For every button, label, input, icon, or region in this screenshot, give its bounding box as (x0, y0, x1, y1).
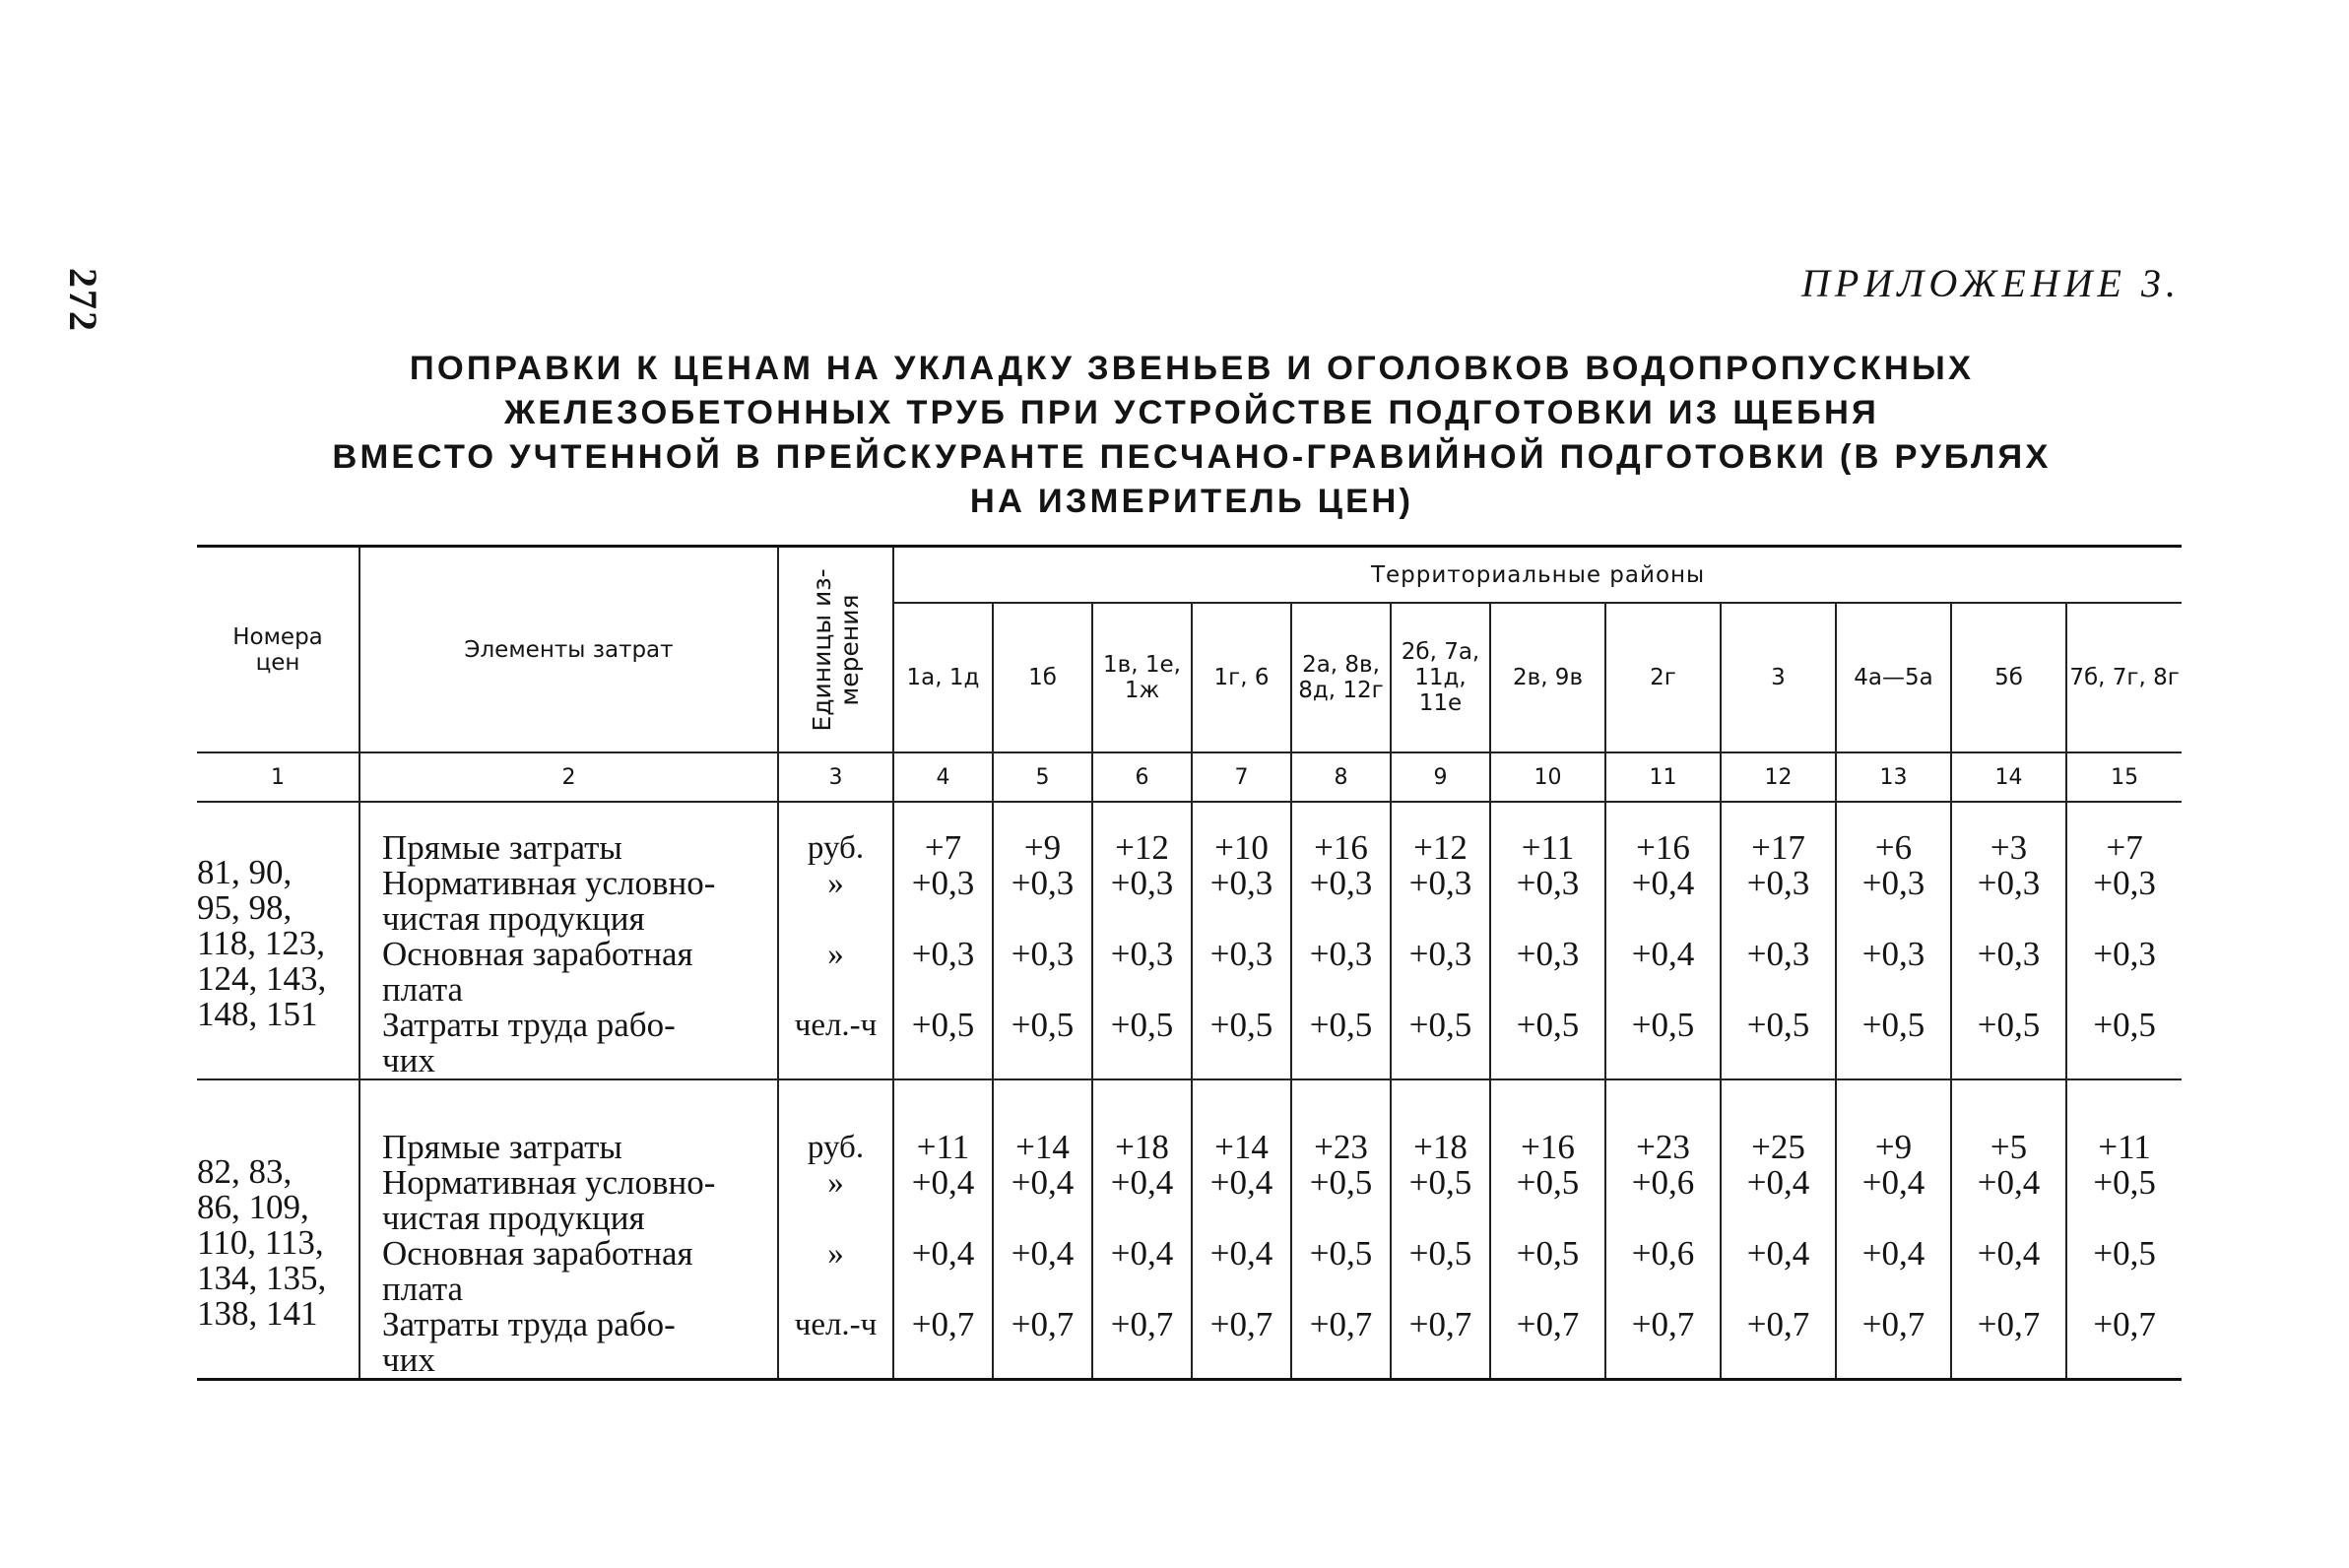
spacer-line (1606, 1342, 1720, 1378)
header-price-numbers: Номера цен (232, 623, 323, 676)
value-line: +0,5 (1209, 1006, 1273, 1044)
column-number: 11 (1605, 752, 1721, 802)
spacer-line (1606, 901, 1720, 937)
spacer-line (1952, 1043, 2065, 1078)
value-line: +0,3 (1977, 864, 2041, 902)
value-cell (1092, 1102, 1192, 1380)
header-region: 1а, 1д (893, 603, 993, 752)
value-line: +0,5 (1516, 1163, 1580, 1202)
value-line: +0,7 (1631, 1305, 1695, 1343)
value-line: +0,6 (1631, 1234, 1695, 1273)
value-line: +0,5 (1309, 1006, 1373, 1044)
spacer-line (1392, 1272, 1489, 1307)
value-line: +0,3 (1209, 935, 1273, 973)
value-line: +0,4 (1861, 1234, 1925, 1273)
spacer-line (1093, 1043, 1191, 1078)
value-line: +0,7 (1861, 1305, 1925, 1343)
spacer-line (1292, 1342, 1390, 1378)
value-line: +0,4 (1209, 1234, 1273, 1273)
value-line: +0,4 (911, 1163, 975, 1202)
value-cell (1951, 1102, 2066, 1380)
value-line: +6 (1874, 828, 1913, 867)
title-line: ВМЕСТО УЧТЕННОЙ В ПРЕЙСКУРАНТЕ ПЕСЧАНО-ГРАВИЙНОЙ ПОДГОТОВКИ (В РУБЛЯХ (332, 438, 2052, 476)
spacer-line (1193, 1043, 1290, 1078)
value-line: +0,3 (1011, 935, 1075, 973)
value-cell (1721, 802, 1836, 1079)
spacer-line (1193, 1342, 1290, 1378)
header-region: 5б (1951, 603, 2066, 752)
value-line: +0,3 (1861, 935, 1925, 973)
value-line: +0,5 (1408, 1163, 1472, 1202)
value-line: +0,5 (1408, 1006, 1472, 1044)
value-line: +9 (1023, 828, 1062, 867)
header-units-label: Единицы из-мерения (807, 567, 864, 732)
value-line: +0,4 (1746, 1234, 1810, 1273)
value-cell (1291, 802, 1391, 1079)
value-cell (1836, 1102, 1951, 1380)
value-line: +0,5 (1977, 1006, 2041, 1044)
separator-cell (778, 1079, 893, 1102)
value-line: +0,3 (2093, 864, 2156, 902)
value-line: +23 (1636, 1128, 1690, 1166)
cost-element-line: Затраты труда рабо- (382, 1006, 676, 1044)
spacer-line (2067, 1272, 2182, 1307)
cost-element-line: Основная заработная (382, 1234, 693, 1273)
unit-line: » (827, 937, 844, 972)
value-line: +23 (1314, 1128, 1368, 1166)
cost-elements-cell (359, 802, 778, 1079)
header-region: 2б, 7а, 11д, 11е (1391, 603, 1490, 752)
price-number-line: 148, 151 (197, 995, 318, 1033)
value-cell (893, 1102, 993, 1380)
value-line: +0,3 (1746, 935, 1810, 973)
spacer-line (994, 1342, 1091, 1378)
unit-line: » (827, 866, 844, 901)
price-numbers-cell (197, 802, 359, 1079)
cost-element-line: чистая продукция (382, 1199, 645, 1237)
column-number: 10 (1490, 752, 1605, 802)
unit-line: руб. (807, 1130, 865, 1165)
header-region: 1б (993, 603, 1092, 752)
price-number-line: 86, 109, (197, 1188, 309, 1226)
separator-cell (893, 1079, 993, 1102)
spacer-line (1722, 972, 1835, 1008)
header-region: 3 (1721, 603, 1836, 752)
document-title (295, 347, 2088, 524)
unit-line: руб. (807, 830, 865, 866)
unit-line: » (827, 1236, 844, 1272)
value-line: +0,5 (1861, 1006, 1925, 1044)
cost-element-line: Прямые затраты (382, 1128, 622, 1166)
header-region: 1в, 1е, 1ж (1092, 603, 1192, 752)
value-line: +0,3 (1746, 864, 1810, 902)
value-line: +0,3 (1209, 864, 1273, 902)
spacer-line (894, 1342, 992, 1378)
column-number: 1 (197, 752, 359, 802)
value-line: +0,7 (1516, 1305, 1580, 1343)
header-region: 2г (1605, 603, 1721, 752)
value-line: +0,7 (1011, 1305, 1075, 1343)
value-line: +0,4 (1011, 1163, 1075, 1202)
price-numbers-cell (197, 1102, 359, 1380)
value-cell (2066, 802, 2182, 1079)
spacer-line (779, 901, 892, 937)
table-row-block (197, 802, 2182, 1079)
spacer-line (1193, 901, 1290, 937)
separator-cell (197, 1079, 359, 1102)
value-line: +0,4 (911, 1234, 975, 1273)
separator-cell (359, 1079, 778, 1102)
spacer-line (1392, 1043, 1489, 1078)
value-cell (2066, 1102, 2182, 1380)
value-line: +0,7 (2093, 1305, 2156, 1343)
value-line: +16 (1636, 828, 1690, 867)
spacer-line (779, 972, 892, 1008)
value-line: +17 (1751, 828, 1805, 867)
value-line: +0,4 (1977, 1234, 2041, 1273)
value-line: +11 (1521, 828, 1575, 867)
header-region: 4а—5а (1836, 603, 1951, 752)
value-line: +0,5 (1309, 1234, 1373, 1273)
appendix-label: ПРИЛОЖЕНИЕ 3. (1801, 261, 2181, 305)
value-line: +0,6 (1631, 1163, 1695, 1202)
price-number-line: 134, 135, (197, 1259, 327, 1297)
spacer-line (1093, 1342, 1191, 1378)
spacer-line (1093, 901, 1191, 937)
value-line: +12 (1115, 828, 1169, 867)
cost-element-line: плата (382, 1270, 464, 1308)
column-number: 13 (1836, 752, 1951, 802)
value-line: +0,5 (2093, 1234, 2156, 1273)
value-line: +0,5 (1408, 1234, 1472, 1273)
value-cell (893, 802, 993, 1079)
value-line: +0,3 (911, 935, 975, 973)
value-line: +0,5 (1011, 1006, 1075, 1044)
spacer-line (994, 1043, 1091, 1078)
value-line: +0,5 (1746, 1006, 1810, 1044)
cost-elements-cell (359, 1102, 778, 1380)
column-number: 4 (893, 752, 993, 802)
spacer-line (1292, 901, 1390, 937)
value-line: +0,4 (1110, 1234, 1174, 1273)
cost-element-line: чих (382, 1041, 435, 1079)
spacer-line (894, 901, 992, 937)
column-number: 14 (1951, 752, 2066, 802)
spacer-line (1722, 1272, 1835, 1307)
price-number-line: 95, 98, (197, 888, 293, 927)
value-line: +0,3 (911, 864, 975, 902)
price-number-line: 81, 90, (197, 853, 293, 891)
spacer-line (2067, 1342, 2182, 1378)
value-cell (1192, 1102, 1291, 1380)
block-separator (197, 1079, 2182, 1102)
spacer-line (1952, 901, 2065, 937)
spacer-line (1952, 1201, 2065, 1236)
separator-cell (1391, 1079, 1490, 1102)
value-cell (1721, 1102, 1836, 1380)
spacer-line (994, 1272, 1091, 1307)
header-region: 1г, 6 (1192, 603, 1291, 752)
spacer-line (994, 1201, 1091, 1236)
column-number-row (197, 752, 2182, 802)
separator-cell (1836, 1079, 1951, 1102)
value-line: +0,3 (1110, 864, 1174, 902)
value-line: +0,3 (1011, 864, 1075, 902)
cost-element-line: Нормативная условно- (382, 864, 716, 902)
value-line: +0,4 (1631, 935, 1695, 973)
spacer-line (1193, 1201, 1290, 1236)
value-line: +0,7 (1977, 1305, 2041, 1343)
column-number: 3 (778, 752, 893, 802)
column-number: 12 (1721, 752, 1836, 802)
value-line: +7 (924, 828, 962, 867)
spacer-line (1292, 1043, 1390, 1078)
value-line: +0,3 (1977, 935, 2041, 973)
column-number: 6 (1092, 752, 1192, 802)
value-line: +0,7 (1110, 1305, 1174, 1343)
value-cell (1951, 802, 2066, 1079)
value-line: +0,5 (1110, 1006, 1174, 1044)
value-line: +0,7 (1209, 1305, 1273, 1343)
value-line: +16 (1314, 828, 1368, 867)
value-cell (993, 802, 1092, 1079)
spacer-line (779, 1201, 892, 1236)
spacer-line (1392, 1201, 1489, 1236)
value-line: +0,7 (1746, 1305, 1810, 1343)
cost-element-line: Затраты труда рабо- (382, 1305, 676, 1343)
value-cell (1490, 802, 1605, 1079)
value-line: +0,3 (1516, 935, 1580, 973)
value-cell (1391, 802, 1490, 1079)
separator-cell (1192, 1079, 1291, 1102)
cost-element-line: Нормативная условно- (382, 1163, 716, 1202)
spacer-line (994, 972, 1091, 1008)
separator-cell (2066, 1079, 2182, 1102)
value-line: +0,5 (2093, 1006, 2156, 1044)
spacer-line (1606, 1043, 1720, 1078)
value-line: +18 (1115, 1128, 1169, 1166)
value-cell (1092, 802, 1192, 1079)
spacer-line (994, 901, 1091, 937)
value-cell (1605, 1102, 1721, 1380)
column-number: 2 (359, 752, 778, 802)
column-number: 7 (1192, 752, 1291, 802)
value-cell (1391, 1102, 1490, 1380)
separator-cell (1721, 1079, 1836, 1102)
spacer-line (1837, 1272, 1950, 1307)
separator-cell (1490, 1079, 1605, 1102)
price-corrections-table (197, 545, 2182, 1381)
value-line: +0,5 (1631, 1006, 1695, 1044)
spacer-line (1093, 1201, 1191, 1236)
value-line: +0,5 (1516, 1234, 1580, 1273)
title-line: ПОПРАВКИ К ЦЕНАМ НА УКЛАДКУ ЗВЕНЬЕВ И ОГОЛОВКОВ ВОДОПРОПУСКНЫХ (409, 350, 1975, 387)
spacer-line (1392, 1342, 1489, 1378)
spacer-line (1952, 1272, 2065, 1307)
value-line: +12 (1413, 828, 1468, 867)
spacer-line (1837, 1201, 1950, 1236)
spacer-line (779, 1043, 892, 1078)
separator-cell (1951, 1079, 2066, 1102)
value-cell (1605, 802, 1721, 1079)
value-cell (1490, 1102, 1605, 1380)
spacer-line (1491, 1043, 1604, 1078)
title-line: ЖЕЛЕЗОБЕТОННЫХ ТРУБ ПРИ УСТРОЙСТВЕ ПОДГОТОВКИ ИЗ ЩЕБНЯ (503, 394, 1880, 431)
unit-line: » (827, 1165, 844, 1201)
value-line: +0,7 (1309, 1305, 1373, 1343)
value-line: +9 (1874, 1128, 1913, 1166)
value-line: +0,5 (2093, 1163, 2156, 1202)
header-region: 7б, 7г, 8г (2066, 603, 2182, 752)
value-line: +11 (2098, 1128, 2151, 1166)
spacer-line (1491, 972, 1604, 1008)
column-number: 5 (993, 752, 1092, 802)
spacer-line (1722, 1201, 1835, 1236)
value-line: +0,3 (1408, 864, 1472, 902)
cost-element-line: Прямые затраты (382, 828, 622, 867)
spacer-line (1722, 901, 1835, 937)
spacer-line (1491, 901, 1604, 937)
value-line: +14 (1214, 1128, 1269, 1166)
value-line: +0,3 (1309, 864, 1373, 902)
spacer-line (1606, 1272, 1720, 1307)
spacer-line (1606, 1201, 1720, 1236)
price-number-line: 124, 143, (197, 959, 327, 998)
value-line: +3 (1990, 828, 2028, 867)
value-line: +0,3 (2093, 935, 2156, 973)
value-line: +0,4 (1631, 864, 1695, 902)
separator-cell (993, 1079, 1092, 1102)
value-line: +16 (1521, 1128, 1575, 1166)
value-line: +0,5 (1309, 1163, 1373, 1202)
value-line: +0,3 (1516, 864, 1580, 902)
price-number-line: 138, 141 (197, 1294, 318, 1333)
value-line: +10 (1214, 828, 1269, 867)
spacer-line (1837, 972, 1950, 1008)
spacer-line (1722, 1342, 1835, 1378)
value-line: +0,3 (1861, 864, 1925, 902)
value-line: +0,5 (1516, 1006, 1580, 1044)
spacer-line (1392, 901, 1489, 937)
unit-line: чел.-ч (794, 1008, 878, 1043)
title-line: НА ИЗМЕРИТЕЛЬ ЦЕН) (969, 483, 1414, 520)
value-line: +0,4 (1746, 1163, 1810, 1202)
value-line: +0,3 (1309, 935, 1373, 973)
value-line: +0,4 (1011, 1234, 1075, 1273)
value-cell (1836, 802, 1951, 1079)
spacer-line (1392, 972, 1489, 1008)
table-row-block (197, 1102, 2182, 1380)
value-line: +25 (1751, 1128, 1805, 1166)
value-line: +0,7 (911, 1305, 975, 1343)
price-number-line: 82, 83, (197, 1152, 293, 1191)
value-line: +5 (1990, 1128, 2028, 1166)
price-number-line: 110, 113, (197, 1223, 324, 1262)
spacer-line (1292, 972, 1390, 1008)
separator-cell (1291, 1079, 1391, 1102)
value-line: +14 (1015, 1128, 1070, 1166)
spacer-line (2067, 1201, 2182, 1236)
price-number-line: 118, 123, (197, 924, 325, 962)
value-line: +0,4 (1861, 1163, 1925, 1202)
spacer-line (1952, 1342, 2065, 1378)
spacer-line (1606, 972, 1720, 1008)
spacer-line (1093, 1272, 1191, 1307)
spacer-line (894, 972, 992, 1008)
spacer-line (1292, 1272, 1390, 1307)
spacer-line (779, 1272, 892, 1307)
spacer-line (894, 1201, 992, 1236)
spacer-line (894, 1272, 992, 1307)
spacer-line (2067, 1043, 2182, 1078)
column-number: 15 (2066, 752, 2182, 802)
spacer-line (2067, 901, 2182, 937)
column-number: 9 (1391, 752, 1490, 802)
spacer-line (1837, 1342, 1950, 1378)
spacer-line (1837, 901, 1950, 937)
value-line: +0,4 (1110, 1163, 1174, 1202)
spacer-line (894, 1043, 992, 1078)
spacer-line (1722, 1043, 1835, 1078)
header-territories: Территориальные районы (893, 547, 2182, 604)
value-line: +0,7 (1408, 1305, 1472, 1343)
spacer-line (1837, 1043, 1950, 1078)
value-cell (993, 1102, 1092, 1380)
spacer-line (1491, 1272, 1604, 1307)
separator-cell (1092, 1079, 1192, 1102)
spacer-line (1491, 1342, 1604, 1378)
cost-element-line: чистая продукция (382, 899, 645, 938)
header-units (778, 547, 893, 753)
cost-element-line: плата (382, 970, 464, 1009)
spacer-line (1952, 972, 2065, 1008)
value-line: +11 (916, 1128, 970, 1166)
header-cost-elements: Элементы затрат (359, 547, 778, 753)
spacer-line (1193, 972, 1290, 1008)
value-line: +18 (1413, 1128, 1468, 1166)
spacer-line (779, 1342, 892, 1378)
spacer-line (1193, 1272, 1290, 1307)
cost-element-line: Основная заработная (382, 935, 693, 973)
cost-element-line: чих (382, 1340, 435, 1379)
header-region: 2а, 8в, 8д, 12г (1291, 603, 1391, 752)
value-line: +0,4 (1977, 1163, 2041, 1202)
page-number: 272 (61, 268, 105, 333)
value-cell (1192, 802, 1291, 1079)
spacer-line (2067, 972, 2182, 1008)
unit-line: чел.-ч (794, 1307, 878, 1342)
value-line: +0,5 (911, 1006, 975, 1044)
spacer-line (1292, 1201, 1390, 1236)
value-line: +0,3 (1110, 935, 1174, 973)
value-line: +0,4 (1209, 1163, 1273, 1202)
value-line: +0,3 (1408, 935, 1472, 973)
spacer-line (1093, 972, 1191, 1008)
value-cell (1291, 1102, 1391, 1380)
column-number: 8 (1291, 752, 1391, 802)
value-line: +7 (2106, 828, 2143, 867)
units-cell (778, 1102, 893, 1380)
spacer-line (1491, 1201, 1604, 1236)
separator-cell (1605, 1079, 1721, 1102)
units-cell (778, 802, 893, 1079)
header-region: 2в, 9в (1490, 603, 1605, 752)
